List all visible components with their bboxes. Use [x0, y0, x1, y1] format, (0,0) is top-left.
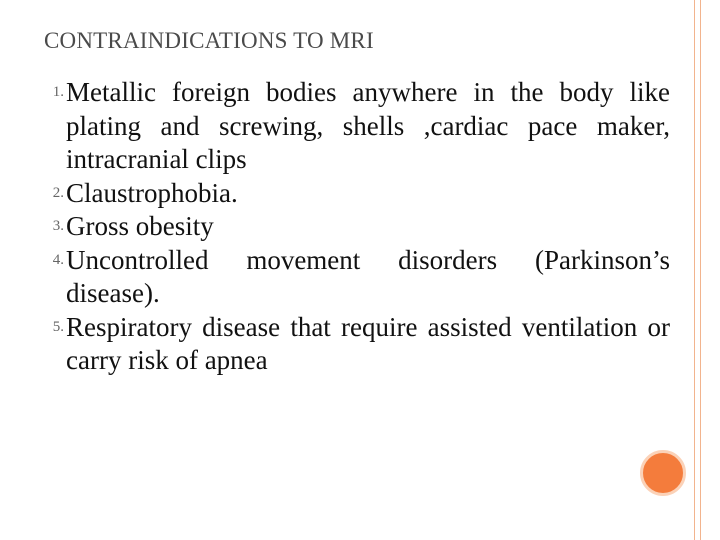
- list-item-number: 3.: [52, 218, 64, 234]
- list-item-text: Uncontrolled movement disorders (Parkinson’s disease).: [66, 244, 670, 308]
- list-item-number: 2.: [52, 184, 64, 201]
- frame-line-right: [700, 0, 701, 540]
- list-item: [44, 177, 670, 211]
- list-item: [44, 76, 670, 177]
- list-item-text: Claustrophobia.: [66, 177, 238, 208]
- list-item: [44, 244, 670, 311]
- list-item-text: Gross obesity: [66, 211, 214, 241]
- list-item-number: 1.: [52, 84, 64, 100]
- frame-line-left: [694, 0, 695, 540]
- list-item-number: 4.: [52, 251, 64, 268]
- list-item-text: Metallic foreign bodies anywhere in the body like plating and screwing, shells ,cardiac pace maker, intracranial clips: [66, 77, 670, 174]
- decorative-circle: [640, 450, 686, 496]
- list-item: [44, 311, 670, 378]
- list-item: [44, 210, 670, 244]
- slide-title: CONTRAINDICATIONS TO MRI: [44, 28, 374, 53]
- list-item-number: 5.: [52, 318, 64, 335]
- contraindications-list: [44, 76, 670, 378]
- list-item-text: Respiratory disease that require assisted ventilation or carry risk of apnea: [66, 311, 670, 375]
